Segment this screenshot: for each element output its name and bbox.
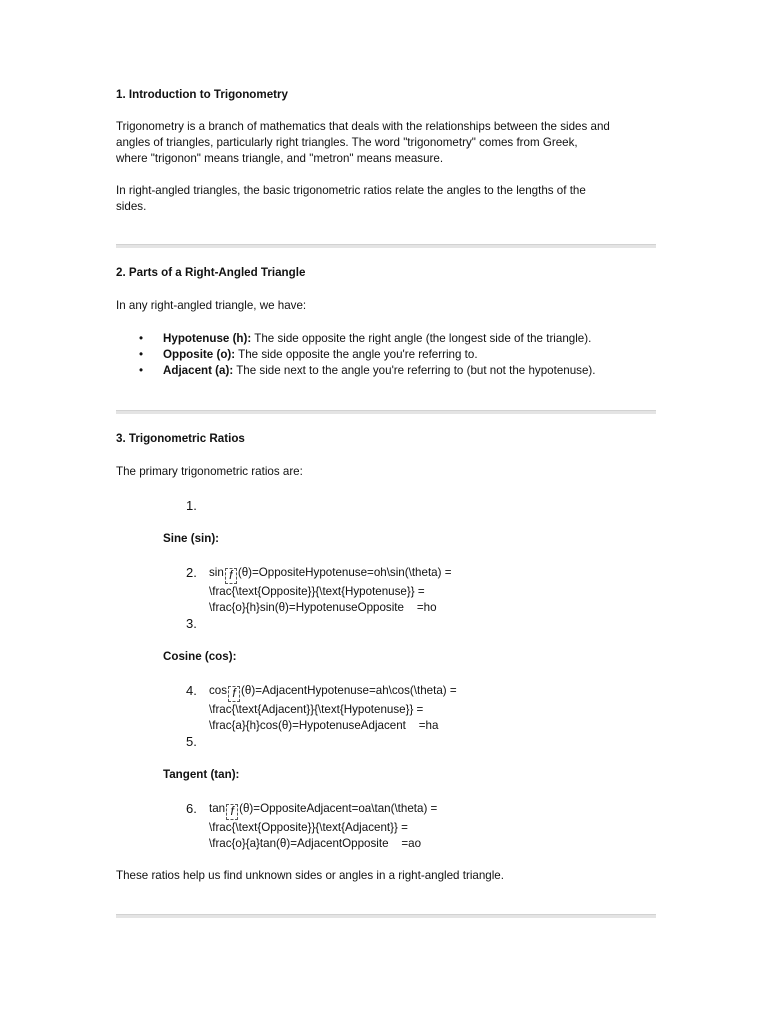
section-3-heading: 3. Trigonometric Ratios bbox=[116, 432, 245, 445]
item-number: 1. bbox=[186, 498, 197, 513]
ratios-intro: The primary trigonometric ratios are: bbox=[116, 465, 303, 478]
numbered-item bbox=[116, 498, 656, 514]
tangent-formula-b: (θ)=OppositeAdjacent=oa\tan(\theta) = bbox=[239, 802, 438, 815]
missing-glyph-icon: f bbox=[226, 804, 238, 820]
term-hypotenuse: Hypotenuse (h): bbox=[163, 332, 252, 345]
intro-paragraph-line: Trigonometry is a branch of mathematics that deals with the relationships between the sides and bbox=[116, 120, 610, 133]
intro-paragraph-line: where "trigonon" means triangle, and "metron" means measure. bbox=[116, 152, 444, 165]
sine-formula-a: sin bbox=[209, 566, 224, 579]
formula-line: \frac{o}{a}tan(θ)=AdjacentOpposite =ao bbox=[209, 837, 422, 850]
term-adjacent: Adjacent (a): bbox=[163, 364, 234, 377]
missing-glyph-icon: f bbox=[225, 568, 237, 584]
list-item bbox=[116, 347, 656, 363]
term-opposite: Opposite (o): bbox=[163, 348, 236, 361]
numbered-item bbox=[116, 683, 656, 702]
list-item bbox=[116, 363, 656, 379]
numbered-item bbox=[116, 565, 656, 584]
formula-line: \frac{\text{Opposite}}{\text{Hypotenuse}} = bbox=[209, 585, 425, 598]
bullet-icon: • bbox=[139, 364, 144, 377]
section-divider bbox=[116, 914, 656, 918]
section-1-heading: 1. Introduction to Trigonometry bbox=[116, 88, 288, 101]
numbered-item bbox=[116, 616, 656, 632]
ratios-paragraph-line: In right-angled triangles, the basic trigonometric ratios relate the angles to the lengths of the bbox=[116, 184, 586, 197]
formula-line: \frac{o}{h}sin(θ)=HypotenuseOpposite =ho bbox=[209, 601, 437, 614]
sine-formula-b: (θ)=OppositeHypotenuse=oh\sin(\theta) = bbox=[237, 566, 452, 579]
parts-intro: In any right-angled triangle, we have: bbox=[116, 299, 307, 312]
intro-paragraph-line: angles of triangles, particularly right triangles. The word "trigonometry" comes from Greek, bbox=[116, 136, 578, 149]
desc-opposite: The side opposite the angle you're referring to. bbox=[235, 348, 478, 361]
parts-list bbox=[116, 331, 656, 379]
cosine-formula-a: cos bbox=[209, 684, 228, 697]
formula-line: \frac{\text{Opposite}}{\text{Adjacent}} = bbox=[209, 821, 408, 834]
missing-glyph-icon: f bbox=[228, 686, 240, 702]
document-page bbox=[116, 87, 656, 918]
numbered-item bbox=[116, 801, 656, 820]
formula-line: \frac{\text{Adjacent}}{\text{Hypotenuse}} = bbox=[209, 703, 424, 716]
sine-heading: Sine (sin): bbox=[163, 532, 220, 545]
item-number: 6. bbox=[186, 801, 197, 816]
numbered-item bbox=[116, 734, 656, 750]
desc-adjacent: The side next to the angle you're referring to (but not the hypotenuse). bbox=[233, 364, 596, 377]
desc-hypotenuse: The side opposite the right angle (the longest side of the triangle). bbox=[251, 332, 592, 345]
bullet-icon: • bbox=[139, 332, 144, 345]
closing-paragraph: These ratios help us find unknown sides or angles in a right-angled triangle. bbox=[116, 869, 504, 882]
ratios-paragraph-line: sides. bbox=[116, 200, 147, 213]
list-item bbox=[116, 331, 656, 347]
formula-line: \frac{a}{h}cos(θ)=HypotenuseAdjacent =ha bbox=[209, 719, 439, 732]
item-number: 5. bbox=[186, 734, 197, 749]
bullet-icon: • bbox=[139, 348, 144, 361]
item-number: 2. bbox=[186, 565, 197, 580]
tangent-formula-a: tan bbox=[209, 802, 226, 815]
section-2-heading: 2. Parts of a Right-Angled Triangle bbox=[116, 266, 306, 279]
tangent-heading: Tangent (tan): bbox=[163, 768, 240, 781]
cosine-formula-b: (θ)=AdjacentHypotenuse=ah\cos(\theta) = bbox=[241, 684, 457, 697]
item-number: 4. bbox=[186, 683, 197, 698]
item-number: 3. bbox=[186, 616, 197, 631]
cosine-heading: Cosine (cos): bbox=[163, 650, 237, 663]
